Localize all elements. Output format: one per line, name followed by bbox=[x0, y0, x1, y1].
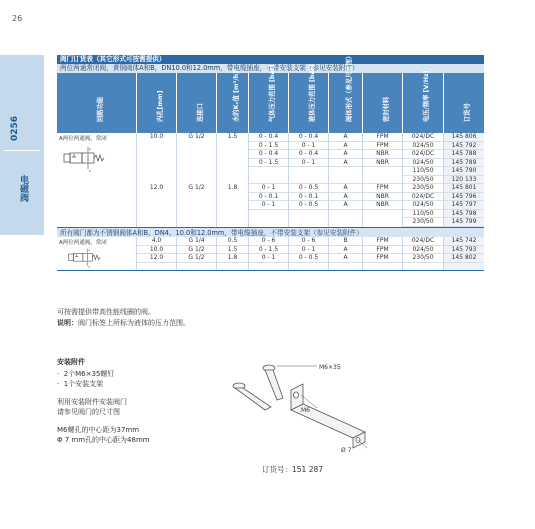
valve-symbol-icon bbox=[62, 145, 110, 173]
header-cell bbox=[57, 73, 137, 133]
body-cell bbox=[329, 133, 363, 227]
body-value: A bbox=[329, 254, 362, 263]
gas-cell bbox=[249, 237, 289, 270]
header-order: 订货号 bbox=[464, 103, 471, 122]
voltage-value: 230/50 bbox=[403, 254, 443, 263]
voltage-value: 110/50 bbox=[403, 167, 443, 176]
header-cell bbox=[444, 73, 484, 133]
seal-value: FPM bbox=[363, 246, 402, 255]
header-kv: 水的Kᵥ值 [m³/h] bbox=[232, 71, 240, 122]
seal-value: FPM bbox=[363, 184, 402, 193]
kv-value: 1.8 bbox=[217, 254, 248, 263]
seal-value: NBR bbox=[363, 150, 402, 159]
liquid-value: 0 - 0.5 bbox=[289, 201, 328, 210]
svg-text:P: P bbox=[88, 266, 90, 269]
seal-value bbox=[363, 167, 402, 176]
svg-text:A: A bbox=[89, 147, 92, 151]
voltage-value: 024/50 bbox=[403, 159, 443, 168]
accessories-order-number: 订货号：151 287 bbox=[262, 465, 324, 474]
liquid-value: 0 - 1 bbox=[289, 142, 328, 151]
valve-symbol-icon bbox=[62, 247, 110, 269]
side-tab-label: 电磁阀 bbox=[18, 175, 28, 202]
voltage-value: 024/50 bbox=[403, 201, 443, 210]
voltage-value: 024/DC bbox=[403, 150, 443, 159]
accessories-title: 安装附件 bbox=[57, 358, 85, 366]
body-value bbox=[329, 210, 362, 219]
label-screw: M6×35 bbox=[319, 364, 341, 371]
port-value: G 1/2 bbox=[188, 184, 205, 191]
port-cell bbox=[177, 237, 217, 270]
label-m6: M6 bbox=[301, 407, 310, 414]
note-pressure bbox=[57, 318, 190, 328]
port-value: G 1/2 bbox=[177, 246, 216, 255]
port-value: G 1/2 bbox=[188, 133, 205, 140]
seal-cell bbox=[363, 133, 403, 227]
seal-value: NBR bbox=[363, 159, 402, 168]
voltage-value: 024/50 bbox=[403, 246, 443, 255]
port-value: G 1/4 bbox=[177, 237, 216, 246]
kv-value: 0.5 bbox=[217, 237, 248, 246]
port-value: G 1/2 bbox=[177, 254, 216, 263]
seal-cell bbox=[363, 237, 403, 270]
svg-text:A: A bbox=[88, 248, 90, 252]
body-value bbox=[329, 176, 362, 185]
body-cell bbox=[329, 237, 363, 270]
bore-value: 10.0 bbox=[137, 246, 176, 255]
header-seal: 密封材料 bbox=[382, 96, 390, 122]
seal-value bbox=[363, 176, 402, 185]
function-cell bbox=[57, 133, 137, 227]
body-value: A bbox=[329, 246, 362, 255]
header-cell bbox=[403, 70, 444, 133]
gas-value bbox=[249, 176, 288, 185]
order-number: 120 133 bbox=[444, 176, 484, 185]
accessories-item: · 2个M6×35螺钉 bbox=[57, 370, 115, 378]
accessories-text: 请参见阀门的尺寸图 bbox=[57, 408, 120, 416]
seal-value: FPM bbox=[363, 133, 402, 142]
voltage-value: 230/50 bbox=[403, 176, 443, 185]
body-value: A bbox=[329, 193, 362, 202]
header-port: 连接口 bbox=[196, 103, 204, 122]
voltage-value: 024/DC bbox=[403, 237, 443, 246]
accessories-text: M6螺孔的中心距为37mm bbox=[57, 426, 140, 434]
gas-cell bbox=[249, 133, 289, 227]
order-number: 145 742 bbox=[444, 237, 484, 246]
voltage-cell bbox=[403, 133, 444, 227]
seal-value bbox=[363, 218, 402, 227]
seal-value: NBR bbox=[363, 193, 402, 202]
accessories-item: · 1个安装支架 bbox=[57, 380, 104, 388]
voltage-value: 024/DC bbox=[403, 193, 443, 202]
order-number: 145 797 bbox=[444, 201, 484, 210]
header-voltage: 电压/频率 [V/Hz] bbox=[423, 70, 430, 122]
seal-value: NBR bbox=[363, 201, 402, 210]
order-number: 145 796 bbox=[444, 193, 484, 202]
gas-value: 0 - 6 bbox=[249, 237, 288, 246]
header-gas: 气体压力范围 [bar] bbox=[268, 64, 276, 122]
gas-value: 0 - 1.5 bbox=[249, 142, 288, 151]
order-number: 145 801 bbox=[444, 184, 484, 193]
gas-value bbox=[249, 218, 288, 227]
order-number: 145 802 bbox=[444, 254, 484, 263]
kv-cell bbox=[217, 133, 249, 227]
header-liquid: 液体压力范围 [bar] bbox=[308, 64, 316, 122]
seal-value: FPM bbox=[363, 254, 402, 263]
body-value: A bbox=[329, 159, 362, 168]
liquid-value bbox=[289, 218, 328, 227]
gas-value: 0 - 0.4 bbox=[249, 150, 288, 159]
header-cell bbox=[289, 64, 329, 133]
kv-cell bbox=[217, 237, 249, 270]
order-number: 145 789 bbox=[444, 159, 484, 168]
table-group-title: 所有阀门都为不锈钢阀体A和B，DN4、10.0和12.0mm，带电缆插座，不带安装支架（参见安装附件） bbox=[57, 227, 484, 237]
function-label: A两位两通阀，常闭 bbox=[59, 136, 107, 142]
note-pressure-label: 说明： bbox=[57, 319, 78, 327]
header-cell bbox=[363, 73, 403, 133]
gas-value: 0 - 0.4 bbox=[249, 133, 288, 142]
kv-value: 1.5 bbox=[227, 133, 238, 140]
gas-value: 0 - 1 bbox=[249, 201, 288, 210]
header-cell bbox=[177, 73, 217, 133]
mounting-kit-drawing bbox=[225, 360, 375, 455]
order-number: 145 799 bbox=[444, 218, 484, 227]
bore-value: 12.0 bbox=[137, 254, 176, 263]
order-number: 145 793 bbox=[444, 246, 484, 255]
gas-value: 0 - 1.5 bbox=[249, 159, 288, 168]
bore-cell bbox=[137, 237, 177, 270]
side-tab-code: 0256 bbox=[10, 115, 20, 141]
liquid-value: 0 - 1 bbox=[289, 246, 328, 255]
order-cell bbox=[444, 237, 484, 270]
body-value: A bbox=[329, 133, 362, 142]
function-label: A两位两通阀，常闭 bbox=[59, 240, 107, 246]
note-pressure-text: 阀门标签上所标为液体的压力范围。 bbox=[78, 319, 190, 327]
label-hole: Ø 7 bbox=[341, 447, 352, 454]
liquid-value bbox=[289, 167, 328, 176]
gas-value: 0 - 1 bbox=[249, 254, 288, 263]
header-cell bbox=[329, 52, 363, 133]
liquid-value: 0 - 0.4 bbox=[289, 150, 328, 159]
body-value: A bbox=[329, 142, 362, 151]
svg-text:P: P bbox=[89, 169, 91, 173]
gas-value bbox=[249, 210, 288, 219]
liquid-cell bbox=[289, 237, 329, 270]
body-value: A bbox=[329, 150, 362, 159]
header-body: 阀体形式（参见尺寸图） bbox=[345, 52, 353, 122]
voltage-value: 230/50 bbox=[403, 218, 443, 227]
header-function: 回路功能 bbox=[96, 96, 104, 122]
order-number: 145 806 bbox=[444, 133, 484, 142]
liquid-value bbox=[289, 210, 328, 219]
liquid-value: 0 - 0.1 bbox=[289, 193, 328, 202]
voltage-cell bbox=[403, 237, 444, 270]
liquid-value: 0 - 6 bbox=[289, 237, 328, 246]
gas-value: 0 - 1 bbox=[249, 184, 288, 193]
order-number: 145 798 bbox=[444, 210, 484, 219]
kv-value: 1.5 bbox=[217, 246, 248, 255]
accessories-section bbox=[57, 357, 197, 445]
bore-value: 12.0 bbox=[149, 184, 164, 191]
table-group-stainless bbox=[57, 237, 484, 271]
body-value bbox=[329, 218, 362, 227]
liquid-cell bbox=[289, 133, 329, 227]
body-value bbox=[329, 167, 362, 176]
voltage-value: 024/DC bbox=[403, 133, 443, 142]
bore-cell bbox=[137, 133, 177, 227]
port-cell bbox=[177, 133, 217, 227]
accessories-text: Φ 7 mm孔的中心距为48mm bbox=[57, 436, 150, 444]
seal-value bbox=[363, 210, 402, 219]
body-value: A bbox=[329, 201, 362, 210]
gas-value bbox=[249, 167, 288, 176]
header-cell bbox=[137, 73, 177, 133]
liquid-value: 0 - 0.5 bbox=[289, 254, 328, 263]
table-title: 阀门订货表（其它形式可按需提供） bbox=[57, 55, 484, 64]
order-cell bbox=[444, 133, 484, 227]
seal-value: FPM bbox=[363, 237, 402, 246]
order-table bbox=[57, 52, 484, 271]
accessories-text: 利用安装附件安装阀门 bbox=[57, 398, 127, 406]
note-coil: 可按需提供带高性能线圈的阀。 bbox=[57, 308, 155, 316]
liquid-value: 0 - 0.4 bbox=[289, 133, 328, 142]
body-value: B bbox=[329, 237, 362, 246]
table-subtitle: 两位两通常闭阀，黄铜阀体A和B，DN10.0和12.0mm，带电缆插座，不带安装支架（参见安装附件） bbox=[57, 64, 484, 73]
kv-value: 1.8 bbox=[227, 184, 238, 191]
voltage-value: 024/50 bbox=[403, 142, 443, 151]
order-number: 145 790 bbox=[444, 167, 484, 176]
seal-value: FPM bbox=[363, 142, 402, 151]
bore-value: 10.0 bbox=[149, 133, 164, 140]
header-cell bbox=[217, 73, 249, 133]
voltage-value: 110/50 bbox=[403, 210, 443, 219]
liquid-value: 0 - 0.5 bbox=[289, 184, 328, 193]
order-number: 145 792 bbox=[444, 142, 484, 151]
function-cell bbox=[57, 237, 137, 270]
bore-value: 4.0 bbox=[137, 237, 176, 246]
page-number: 26 bbox=[12, 14, 23, 23]
liquid-value bbox=[289, 176, 328, 185]
gas-value: 0 - 0.1 bbox=[249, 193, 288, 202]
voltage-value: 230/50 bbox=[403, 184, 443, 193]
gas-value: 0 - 1.5 bbox=[249, 246, 288, 255]
table-group-brass bbox=[57, 133, 484, 227]
order-number: 145 788 bbox=[444, 150, 484, 159]
header-cell bbox=[249, 64, 289, 133]
side-tab-divider bbox=[4, 150, 40, 151]
liquid-value: 0 - 1 bbox=[289, 159, 328, 168]
body-value: A bbox=[329, 184, 362, 193]
header-bore: 内孔[mm] bbox=[156, 90, 164, 122]
